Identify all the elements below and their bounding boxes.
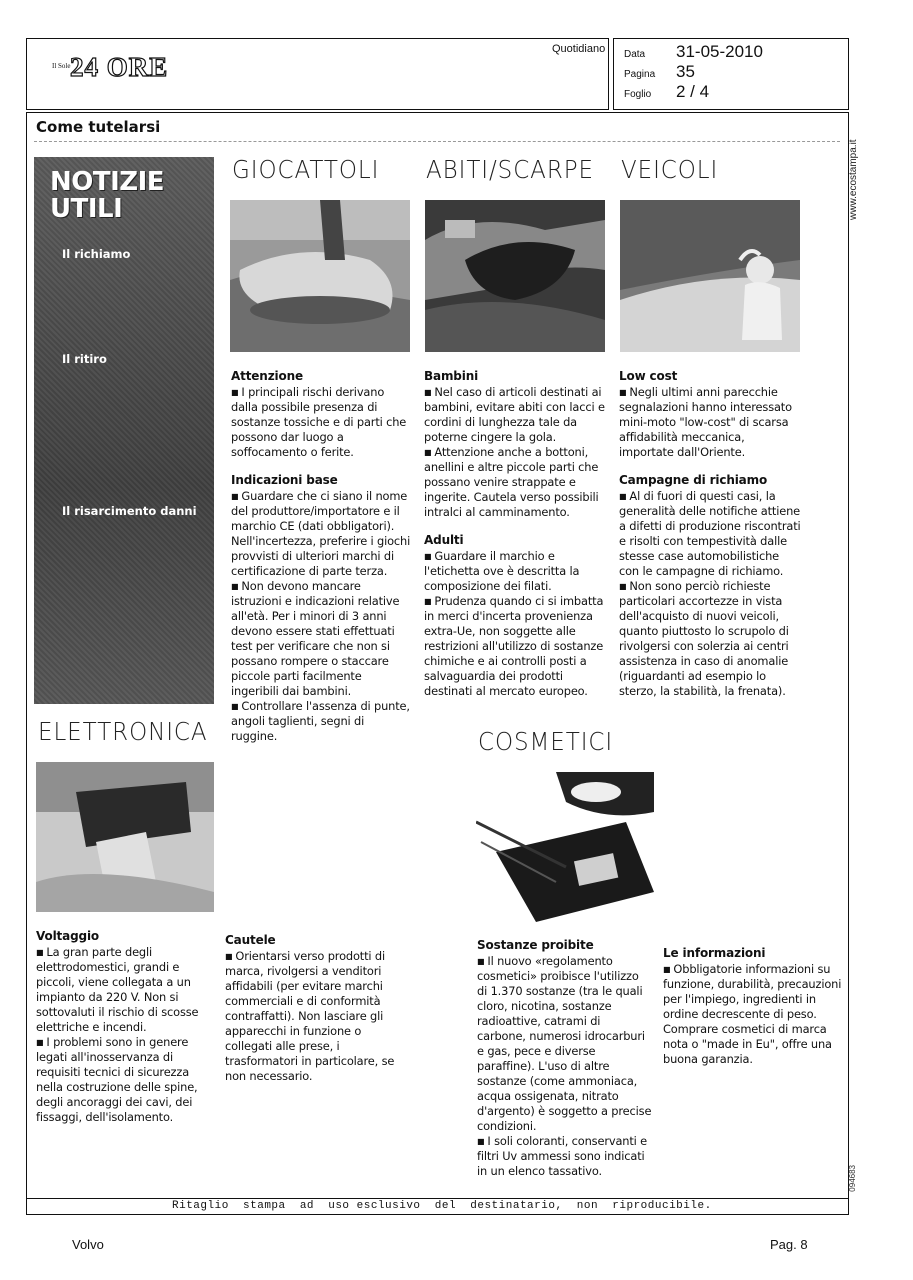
giocattoli-paragraph: ■ I principali rischi derivano dalla possibile presenza di sostanze tossiche e di parti che possono dar luogo a soffocamento o ferite.	[231, 385, 407, 459]
cosmetici-paragraph: ■ Obbligatorie informazioni su funzione, durabilità, precauzioni per l'impiego, ingredienti in ordine decrescente di peso. Comprare cosmetici di marca nota o "made in Eu", offre una buona garanzia.	[663, 962, 842, 1066]
veicoli-text-1: Negli ultimi anni parecchie segnalazioni hanno interessato mini-moto "low-cost" di scarsa affidabilità meccanica, importate dall'Oriente.	[619, 385, 792, 459]
abiti-paragraph: ■ Nel caso di articoli destinati ai bambini, evitare abiti con lacci e cordini di lunghezza tale da poterne cingere la gola.	[424, 385, 605, 444]
elettronica-paragraph: ■ La gran parte degli elettrodomestici, grandi e piccoli, viene collegata a un impianto da 220 V. Non si sottovaluti il rischio di scosse elettriche e incendi.	[36, 945, 199, 1034]
logo-small-text: Il Sole	[52, 62, 71, 70]
notizie-item-ritiro: Il ritiro	[62, 352, 107, 366]
notizie-utili-panel	[34, 157, 214, 704]
elettronica-heading-2: Cautele	[225, 933, 276, 947]
text-elettronica-voltaggio	[36, 929, 216, 1125]
text-elettronica-cautele	[225, 933, 405, 1084]
heading-veicoli: VEICOLI	[621, 155, 719, 184]
notizie-item-risarcimento: Il risarcimento danni	[62, 504, 197, 518]
giocattoli-heading-2: Indicazioni base	[231, 473, 338, 487]
notizie-title	[50, 169, 164, 223]
giocattoli-text-2: Guardare che ci siano il nome del produttore/importatore e il marchio CE (dati obbligatori). Nell'incertezza, preferire i giochi provvisti di ulteriori marchi di certificazione di parte terza.	[231, 489, 411, 578]
cosmetici-heading-2: Le informazioni	[663, 946, 766, 960]
elettronica-text-2: I problemi sono in genere legati all'inosservanza di requisiti tecnici di sicurezza nella costruzione delle spine, degli ancoraggi dei cavi, dei fissaggi, dell'isolamento.	[36, 1035, 198, 1124]
sheet-label: Foglio	[624, 89, 652, 100]
veicoli-paragraph: ■ Al di fuori di questi casi, la generalità delle notifiche attiene a difetti di produzione riscontrati e risolti con tempestività dalle stesse case automobilistiche con le campagne di richiamo.	[619, 489, 801, 578]
abiti-text-4: Prudenza quando ci si imbatta in merci d'incerta provenienza extra-Ue, non soggette alle restrizioni all'utilizzo di sostanze chimiche e ai controlli posti a salvaguardia dei prodotti destinati al mercato europeo.	[424, 594, 604, 698]
spacer	[424, 520, 606, 533]
newspaper-logo: 24 ORE	[70, 52, 169, 82]
cosmetici-text-3: Obbligatorie informazioni su funzione, durabilità, precauzioni per l'impiego, ingredienti in ordine decrescente di peso. Comprare cosmetici di marca nota o "made in Eu", offre una buona garanzia.	[663, 962, 842, 1066]
abiti-paragraph: ■ Guardare il marchio e l'etichetta ove è descritta la composizione dei filati.	[424, 549, 580, 593]
footer-page: Pag. 8	[770, 1237, 808, 1252]
giocattoli-paragraph: ■ Controllare l'assenza di punte, angoli taglienti, segni di ruggine.	[231, 699, 410, 743]
notizie-title-line1: NOTIZIE	[50, 167, 165, 197]
sheet-row	[624, 82, 709, 102]
side-url: www.ecostampa.it	[848, 139, 859, 220]
veicoli-heading-2: Campagne di richiamo	[619, 473, 768, 487]
disclaimer-text: Ritaglio stampa ad uso esclusivo del destinatario, non riproducibile.	[172, 1200, 712, 1212]
giocattoli-text-4: Controllare l'assenza di punte, angoli taglienti, segni di ruggine.	[231, 699, 410, 743]
heading-cosmetici: COSMETICI	[478, 727, 614, 756]
abiti-text-3: Guardare il marchio e l'etichetta ove è descritta la composizione dei filati.	[424, 549, 580, 593]
heading-abiti-scarpe: ABITI/SCARPE	[426, 155, 594, 184]
elettronica-paragraph: ■ I problemi sono in genere legati all'inosservanza di requisiti tecnici di sicurezza nella costruzione delle spine, degli ancoraggi dei cavi, dei fissaggi, dell'isolamento.	[36, 1035, 198, 1124]
text-cosmetici-sostanze	[477, 938, 652, 1179]
side-code: 094683	[848, 1165, 857, 1192]
abiti-heading-1: Bambini	[424, 369, 479, 383]
date-value: 31-05-2010	[676, 42, 763, 61]
text-giocattoli	[231, 369, 411, 744]
cosmetici-text-2: I soli coloranti, conservanti e filtri Uv ammessi sono indicati in un elenco tassativo.	[477, 1134, 648, 1178]
page-label: Pagina	[624, 69, 656, 80]
giocattoli-heading-1: Attenzione	[231, 369, 303, 383]
photo-elettronica	[36, 762, 214, 912]
section-title: Come tutelarsi	[36, 118, 161, 136]
date-row	[624, 42, 763, 62]
abiti-text-2: Attenzione anche a bottoni, anellini e altre piccole parti che possano venire strappate e ingerite. Cautela verso possibili intralci al camminamento.	[424, 445, 599, 519]
veicoli-paragraph: ■ Negli ultimi anni parecchie segnalazioni hanno interessato mini-moto "low-cost" di scarsa affidabilità meccanica, importate dall'Oriente.	[619, 385, 792, 459]
spacer	[231, 460, 411, 473]
publication-type: Quotidiano	[552, 43, 606, 55]
photo-abiti-scarpe	[425, 200, 605, 352]
veicoli-text-3: Non sono perciò richieste particolari accortezze in vista dell'acquisto di nuovi veicoli, quanto piuttosto lo scrupolo di rivolgersi con solerzia ai centri assistenza in caso di anomalie (riguardanti ad esempio lo sterzo, la stabilità, la frenata).	[619, 579, 789, 698]
heading-giocattoli: GIOCATTOLI	[232, 155, 380, 184]
date-label: Data	[624, 49, 646, 60]
notizie-item-richiamo: Il richiamo	[62, 247, 131, 261]
issue-info-box	[613, 38, 849, 110]
giocattoli-text-1: I principali rischi derivano dalla possibile presenza di sostanze tossiche e di parti che possono dar luogo a soffocamento o ferite.	[231, 385, 407, 459]
footer-client: Volvo	[72, 1237, 104, 1252]
giocattoli-paragraph: ■ Non devono mancare istruzioni e indicazioni relative all'età. Per i minori di 3 anni devono essere stati effettuati test per verificare che non si possano rompere o staccare piccole parti facilmente ingeribili dai bambini.	[231, 579, 400, 698]
cosmetici-paragraph: ■ I soli coloranti, conservanti e filtri Uv ammessi sono indicati in un elenco tassativo.	[477, 1134, 648, 1178]
cosmetici-heading-1: Sostanze proibite	[477, 938, 594, 952]
section-rule	[34, 141, 840, 142]
elettronica-text-3: Orientarsi verso prodotti di marca, rivolgersi a venditori affidabili (per evitare marchi commerciali e di conformità contraffatti). Non lasciare gli apparecchi in funzione o collegati alle prese, i trasformatori in particolare, se non necessario.	[225, 949, 395, 1083]
veicoli-heading-1: Low cost	[619, 369, 678, 383]
photo-veicoli	[620, 200, 800, 352]
text-abiti-scarpe	[424, 369, 606, 699]
spacer	[619, 460, 801, 473]
veicoli-text-2: Al di fuori di questi casi, la generalità delle notifiche attiene a difetti di produzione riscontrati e risolti con tempestività dalle stesse case automobilistiche con le campagne di richiamo.	[619, 489, 801, 578]
cosmetici-text-1: Il nuovo «regolamento cosmetici» proibisce l'utilizzo di 1.370 sostanze (tra le quali cloro, nicotina, sostanze radioattive, catrami di carbone, numerosi idrocarburi e gas, pece e diverse paraffine). L'uso di altre sostanze (come ammoniaca, acqua ossigenata, nitrato d'argento) è soggetto a precise condizioni.	[477, 954, 652, 1133]
veicoli-paragraph: ■ Non sono perciò richieste particolari accortezze in vista dell'acquisto di nuovi veicoli, quanto piuttosto lo scrupolo di rivolgersi con solerzia ai centri assistenza in caso di anomalie (riguardanti ad esempio lo sterzo, la stabilità, la frenata).	[619, 579, 789, 698]
text-veicoli	[619, 369, 801, 699]
giocattoli-text-3: Non devono mancare istruzioni e indicazioni relative all'età. Per i minori di 3 anni devono essere stati effettuati test per verificare che non si possano rompere o staccare piccole parti facilmente ingeribili dai bambini.	[231, 579, 400, 698]
sheet-value: 2 / 4	[676, 82, 710, 101]
notizie-title-line2: UTILI	[50, 194, 123, 224]
cosmetici-paragraph: ■ Il nuovo «regolamento cosmetici» proibisce l'utilizzo di 1.370 sostanze (tra le quali cloro, nicotina, sostanze radioattive, catrami di carbone, numerosi idrocarburi e gas, pece e diverse paraffine). L'uso di altre sostanze (come ammoniaca, acqua ossigenata, nitrato d'argento) è soggetto a precise condizioni.	[477, 954, 652, 1133]
photo-giocattoli	[230, 200, 410, 352]
text-cosmetici-informazioni	[663, 946, 843, 1067]
abiti-heading-2: Adulti	[424, 533, 464, 547]
heading-elettronica: ELETTRONICA	[38, 717, 208, 746]
giocattoli-paragraph: ■ Guardare che ci siano il nome del produttore/importatore e il marchio CE (dati obbligatori). Nell'incertezza, preferire i giochi provvisti di ulteriori marchi di certificazione di parte terza.	[231, 489, 411, 578]
elettronica-heading-1: Voltaggio	[36, 929, 100, 943]
page-value: 35	[676, 62, 695, 81]
photo-cosmetici	[476, 772, 654, 922]
elettronica-text-1: La gran parte degli elettrodomestici, grandi e piccoli, viene collegata a un impianto da 220 V. Non si sottovaluti il rischio di scosse elettriche e incendi.	[36, 945, 199, 1034]
abiti-text-1: Nel caso di articoli destinati ai bambini, evitare abiti con lacci e cordini di lunghezza tale da poterne cingere la gola.	[424, 385, 605, 444]
abiti-paragraph: ■ Attenzione anche a bottoni, anellini e altre piccole parti che possano venire strappate e ingerite. Cautela verso possibili intralci al camminamento.	[424, 445, 599, 519]
elettronica-paragraph: ■ Orientarsi verso prodotti di marca, rivolgersi a venditori affidabili (per evitare marchi commerciali e di conformità contraffatti). Non lasciare gli apparecchi in funzione o collegati alle prese, i trasformatori in particolare, se non necessario.	[225, 949, 395, 1083]
page-row	[624, 62, 695, 82]
abiti-paragraph: ■ Prudenza quando ci si imbatta in merci d'incerta provenienza extra-Ue, non soggette alle restrizioni all'utilizzo di sostanze chimiche e ai controlli posti a salvaguardia dei prodotti destinati al mercato europeo.	[424, 594, 604, 698]
